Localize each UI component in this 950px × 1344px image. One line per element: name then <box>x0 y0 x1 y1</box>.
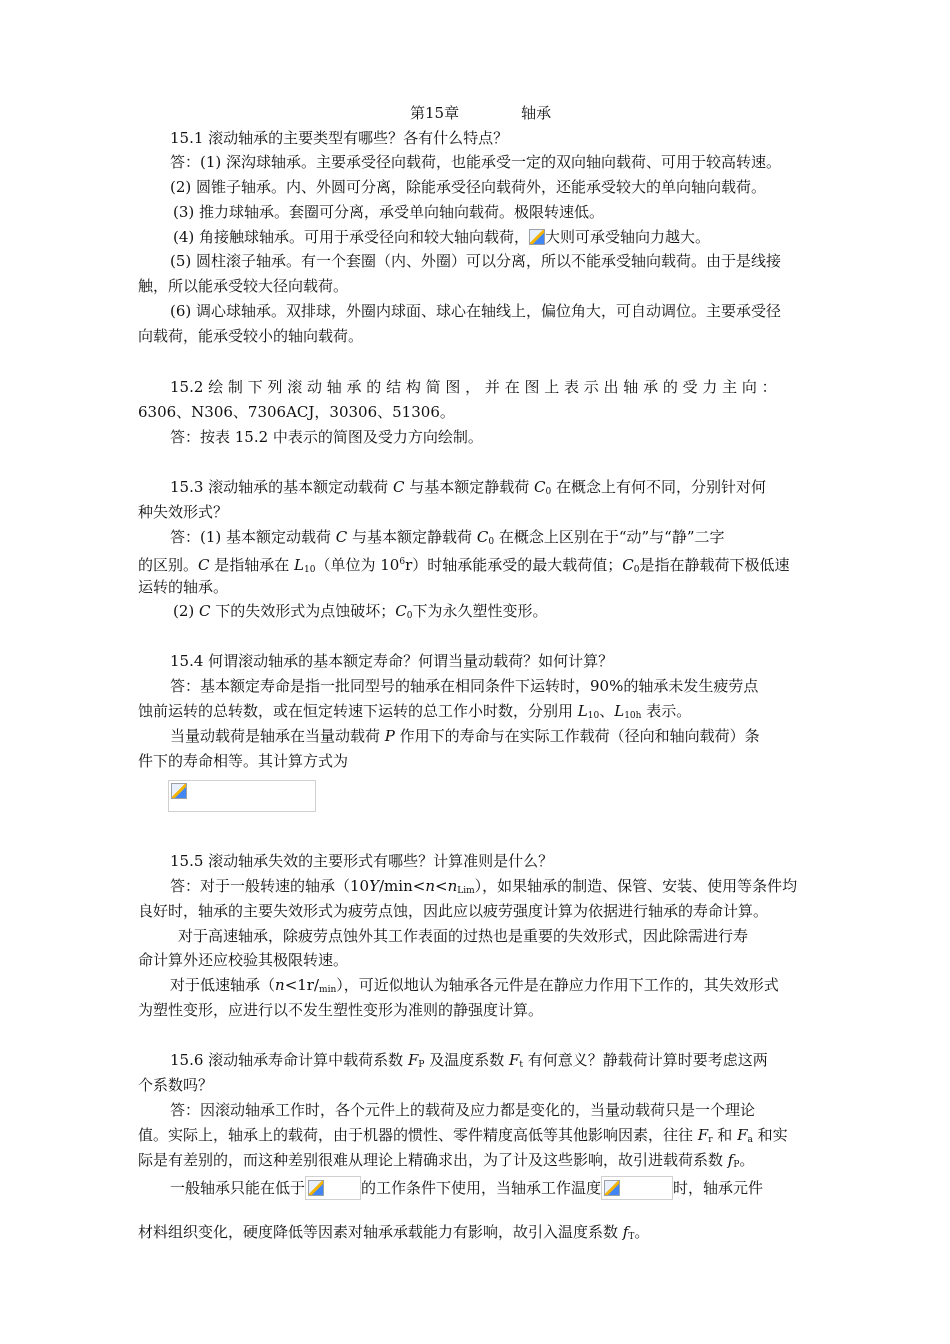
answer-15-6-line1: 答：因滚动轴承工作时，各个元件上的载荷及应力都是变化的，当量动载荷只是一个理论 <box>170 1101 756 1119</box>
answer-15-4-line2: 蚀前运转的总转数，或在恒定转速下运转的总工作小时数，分别用 $L_{10}$、$L_{10h}$ 表示。 <box>138 702 692 721</box>
answer-15-3-line2: 的区别。C 是指轴承在 $L_{10}$（单位为 $10^6r$）时轴承能承受的最大载荷值；$C_0$是指在静载荷下极低速 <box>138 556 790 575</box>
answer-15-2: 答：按表 15.2 中表示的简图及受力方向绘制。 <box>170 428 483 446</box>
question-15-3-line2: 种失效形式？ <box>138 503 229 521</box>
question-15-5: 15.5 滚动轴承失效的主要形式有哪些？计算准则是什么？ <box>170 852 554 870</box>
answer-15-5-line4: 命计算外还应校验其极限转速。 <box>138 951 349 969</box>
answer-15-6-line5: 材料组织变化，硬度降低等因素对轴承承载能力有影响，故引入温度系数 $f_T$。 <box>138 1223 650 1242</box>
answer-15-1-3: (3) 推力球轴承。套圈可分离，承受单向轴向载荷。极限转速低。 <box>173 203 605 221</box>
inline-image-box <box>601 1176 673 1200</box>
answer-15-6-line3: 际是有差别的，而这种差别很难从理论上精确求出，为了计及这些影响，故引进载荷系数 $f_P$。 <box>138 1151 755 1170</box>
answer-15-1-6-line1: (6) 调心球轴承。双排球，外圈内球面、球心在轴线上，偏位角大，可自动调位。主要承受径 <box>170 302 782 320</box>
answer-15-3-line1: 答：(1) 基本额定动载荷 C 与基本额定静载荷 $C_0$ 在概念上区别在于“动”与“静”二字 <box>170 528 725 547</box>
answer-15-5-line1: 答：对于一般转速的轴承$(10Y/\min<n<n_{Lim})$，如果轴承的制造、保管、安装、使用等条件均 <box>170 877 798 896</box>
answer-15-4-line4: 件下的寿命相等。其计算方式为 <box>138 752 349 770</box>
question-15-1: 15.1 滚动轴承的主要类型有哪些？各有什么特点？ <box>170 129 509 147</box>
answer-15-3-line3: 运转的轴承。 <box>138 578 229 596</box>
answer-15-5-line2: 良好时，轴承的主要失效形式为疲劳点蚀，因此应以疲劳强度计算为依据进行轴承的寿命计算。 <box>138 902 769 920</box>
answer-15-5-line3: 对于高速轴承，除疲劳点蚀外其工作表面的过热也是重要的失效形式，因此除需进行寿 <box>178 927 749 945</box>
answer-15-6-line2: 值。实际上，轴承上的载荷，由于机器的惯性、零件精度高低等其他影响因素，往往 $F_r$ 和 $F_a$ 和实 <box>138 1126 788 1145</box>
answer-15-4-line3: 当量动载荷是轴承在当量动载荷 P 作用下的寿命与在实际工作载荷（径向和轴向载荷）条 <box>170 727 760 745</box>
answer-15-6-line4: 一般轴承只能在低于 的工作条件下使用，当轴承工作温度 时，轴承元件 <box>170 1176 763 1200</box>
answer-15-1-5-line2: 触，所以能承受较大径向载荷。 <box>138 277 349 295</box>
question-15-3-line1: 15.3 滚动轴承的基本额定动载荷 C 与基本额定静载荷 $C_0$ 在概念上有何不同，分别针对何 <box>170 478 766 497</box>
question-15-4: 15.4 何谓滚动轴承的基本额定寿命？何谓当量动载荷？如何计算？ <box>170 652 614 670</box>
answer-15-1-5-line1: (5) 圆柱滚子轴承。有一个套圈（内、外圈）可以分离，所以不能承受轴向载荷。由于是线接 <box>170 252 782 270</box>
answer-15-3-line4: (2) C 下的失效形式为点蚀破坏；$C_0$下为永久塑性变形。 <box>173 602 548 621</box>
answer-15-5-line5: 对于低速轴承$(n<1r/_{min})$，可近似地认为轴承各元件是在静应力作用下工作的，其失效形式 <box>170 976 779 995</box>
answer-15-1-2: (2) 圆锥子轴承。内、外圆可分离，除能承受径向载荷外，还能承受较大的单向轴向载荷。 <box>170 178 767 196</box>
broken-image-icon <box>604 1180 620 1196</box>
answer-15-4-line1: 答：基本额定寿命是指一批同型号的轴承在相同条件下运转时，90%的轴承未发生疲劳点 <box>170 677 759 695</box>
chapter-topic: 轴承 <box>521 104 552 122</box>
question-15-6-line2: 个系数吗？ <box>138 1076 214 1094</box>
question-15-6-line1: 15.6 滚动轴承寿命计算中载荷系数 $F_P$ 及温度系数 $F_t$ 有何意义？静载荷计算时要考虑这两 <box>170 1051 768 1070</box>
inline-image-box <box>305 1176 361 1200</box>
chapter-title <box>410 103 551 123</box>
answer-15-1-4: (4) 角接触球轴承。可用于承受径向和较大轴向载荷， 大则可承受轴向力越大。 <box>173 228 711 246</box>
question-15-2-line2: 6306、N306、7306ACJ，30306、51306。 <box>138 403 455 421</box>
answer-15-1-6-line2: 向载荷，能承受较小的轴向载荷。 <box>138 327 364 345</box>
answer-15-5-line6: 为塑性变形，应进行以不发生塑性变形为准则的静强度计算。 <box>138 1001 544 1019</box>
chapter-number: 第15章 <box>410 104 460 122</box>
answer-15-1-1: 答：(1) 深沟球轴承。主要承受径向载荷，也能承受一定的双向轴向载荷、可用于较高转速。 <box>170 153 782 171</box>
broken-image-icon <box>529 229 545 245</box>
question-15-2-line1: 15.2 绘 制 下 列 滚 动 轴 承 的 结 构 简 图 ， 并 在 图 上 表 示 出 轴 承 的 受 力 主 向 ： <box>170 378 777 396</box>
broken-image-icon <box>308 1180 324 1196</box>
formula-image <box>168 780 316 812</box>
broken-image-icon <box>171 783 187 799</box>
